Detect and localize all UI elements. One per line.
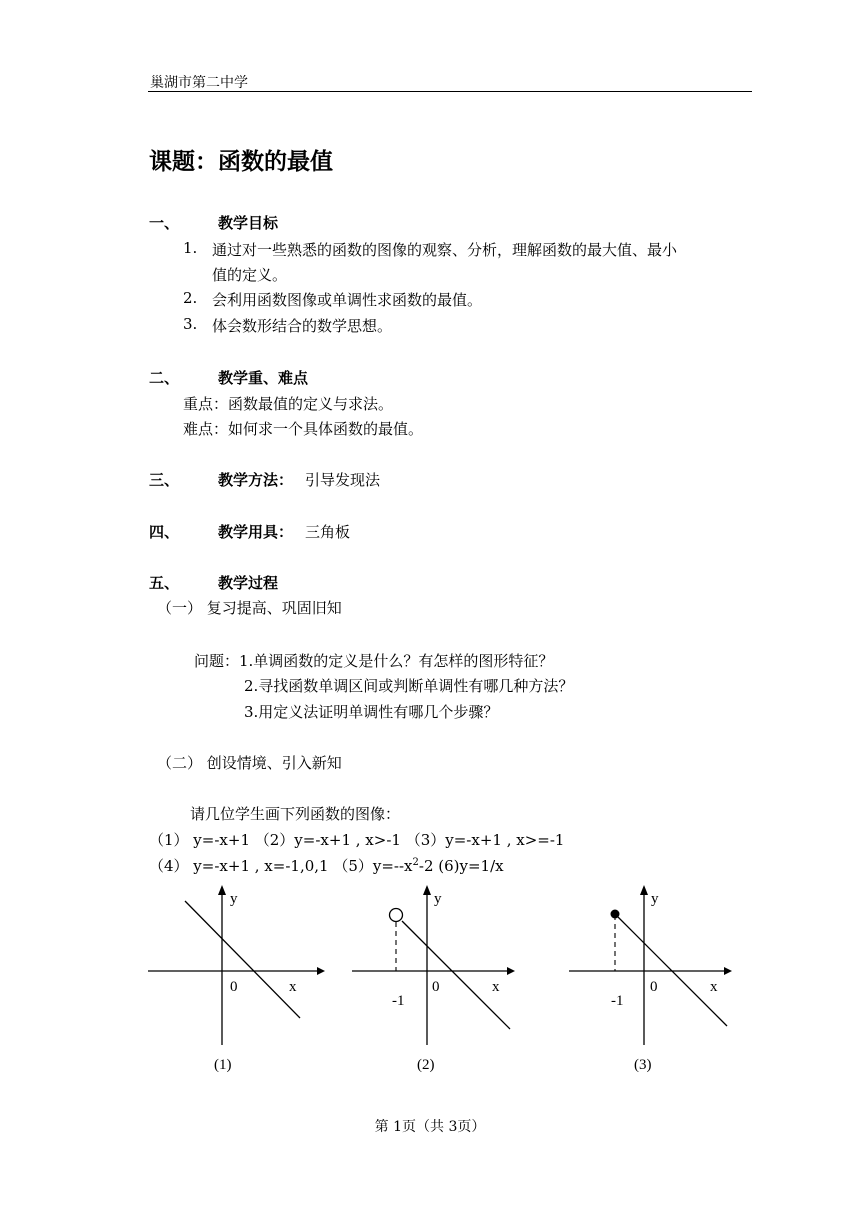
page-title: 课题：函数的最值 bbox=[149, 149, 333, 175]
closed-endpoint bbox=[611, 910, 620, 919]
goal-3-number: 3. bbox=[183, 315, 198, 333]
minus-one-label: -1 bbox=[392, 993, 405, 1009]
x-axis-arrow-icon bbox=[507, 967, 515, 975]
graph-2-svg bbox=[350, 885, 530, 1085]
section-5-title: 教学过程 bbox=[218, 574, 279, 592]
goal-1-number: 1. bbox=[183, 239, 198, 257]
y-axis-arrow-icon bbox=[218, 885, 226, 895]
section-4-number: 四、 bbox=[149, 523, 180, 541]
origin-label: 0 bbox=[650, 979, 658, 995]
section-4-title: 教学用具： bbox=[218, 523, 294, 541]
part-2-title: （二） 创设情境、引入新知 bbox=[157, 754, 342, 772]
x-axis-label: x bbox=[710, 979, 718, 995]
section-3-number: 三、 bbox=[149, 471, 180, 489]
header-rule bbox=[148, 91, 752, 92]
section-1-title: 教学目标 bbox=[218, 214, 279, 232]
teaching-method: 引导发现法 bbox=[305, 471, 381, 489]
function-line bbox=[615, 914, 727, 1026]
question-1: 问题：1.单调函数的定义是什么？有怎样的图形特征？ bbox=[194, 652, 554, 670]
origin-label: 0 bbox=[230, 979, 238, 995]
goal-2-text: 会利用函数图像或单调性求函数的最值。 bbox=[212, 291, 483, 309]
part-1-title: （一） 复习提高、巩固旧知 bbox=[157, 599, 342, 617]
graph-caption: (1) bbox=[214, 1057, 232, 1073]
function-line bbox=[402, 921, 510, 1029]
x-axis-arrow-icon bbox=[317, 967, 325, 975]
section-5-number: 五、 bbox=[149, 574, 180, 592]
graph-2 bbox=[350, 885, 530, 1089]
graph-1-svg bbox=[145, 885, 325, 1085]
section-2-number: 二、 bbox=[149, 369, 180, 387]
origin-label: 0 bbox=[432, 979, 440, 995]
goal-2-number: 2. bbox=[183, 289, 198, 307]
x-axis-label: x bbox=[492, 979, 500, 995]
x-axis-label: x bbox=[289, 979, 297, 995]
goal-1-text: 通过对一些熟悉的函数的图像的观察、分析，理解函数的最大值、最小 bbox=[212, 241, 678, 259]
y-axis-arrow-icon bbox=[640, 885, 648, 895]
difficulty-point: 难点：如何求一个具体函数的最值。 bbox=[183, 420, 424, 438]
section-2-title: 教学重、难点 bbox=[218, 369, 309, 387]
goal-1-text-cont: 值的定义。 bbox=[212, 266, 288, 284]
section-3-title: 教学方法： bbox=[218, 471, 294, 489]
section-1-number: 一、 bbox=[149, 214, 180, 232]
graph-caption: (3) bbox=[634, 1057, 652, 1073]
y-axis-label: y bbox=[230, 891, 238, 907]
y-axis-label: y bbox=[651, 891, 659, 907]
question-3: 3.用定义法证明单调性有哪几个步骤？ bbox=[244, 703, 499, 721]
function-line bbox=[185, 901, 300, 1018]
part-2-intro: 请几位学生画下列函数的图像： bbox=[190, 805, 401, 823]
teaching-tools: 三角板 bbox=[305, 523, 351, 541]
header-school: 巢湖市第二中学 bbox=[150, 75, 248, 91]
function-list-line-1: （1） y=-x+1 （2）y=-x+1 , x>-1 （3）y=-x+1 , x>=-1 bbox=[149, 831, 565, 849]
y-axis-arrow-icon bbox=[423, 885, 431, 895]
y-axis-label: y bbox=[434, 891, 442, 907]
question-2: 2.寻找函数单调区间或判断单调性有哪几种方法？ bbox=[244, 677, 574, 695]
key-point: 重点：函数最值的定义与求法。 bbox=[183, 395, 394, 413]
graph-3 bbox=[567, 885, 747, 1089]
open-endpoint bbox=[390, 909, 403, 922]
function-list-line-2: （4） y=-x+1 , x=-1,0,1 $(5)y=--x^2-2$ (6)y=1/x bbox=[149, 857, 504, 875]
graph-caption: (2) bbox=[417, 1057, 435, 1073]
x-axis-arrow-icon bbox=[724, 967, 732, 975]
minus-one-label: -1 bbox=[611, 993, 624, 1009]
graph-3-svg bbox=[567, 885, 747, 1085]
graph-1 bbox=[145, 885, 325, 1089]
goal-3-text: 体会数形结合的数学思想。 bbox=[212, 317, 393, 335]
page-footer: 第 1页（共 3页） bbox=[374, 1119, 486, 1135]
